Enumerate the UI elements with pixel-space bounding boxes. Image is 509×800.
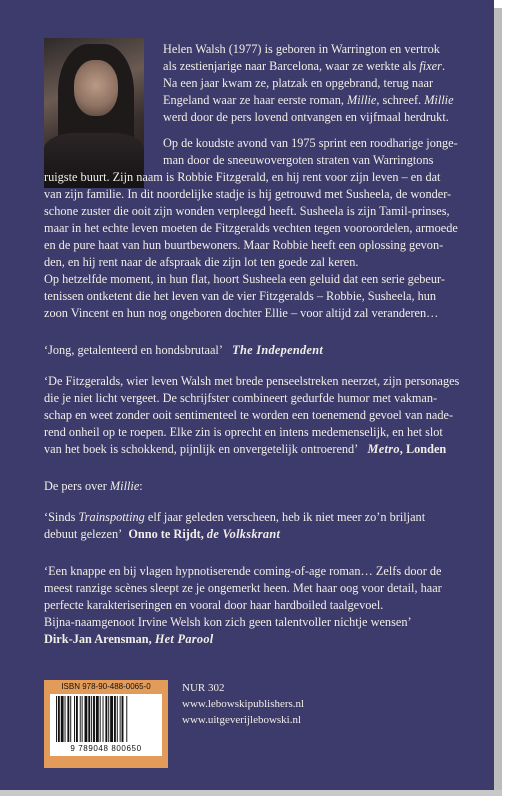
barcode-bar — [65, 696, 66, 742]
quote-line: schap en weet zonder ooit sentimenteel te worden een toenemend gevoel van nade- — [44, 408, 454, 422]
quote-line: ‘Sinds Trainspotting elf jaar geleden verscheen, heb ik niet meer zo’n briljant — [44, 510, 426, 524]
isbn-text: ISBN 978-90-488-0065-0 — [61, 682, 151, 691]
quote-source-paper: Het Parool — [154, 632, 214, 646]
blurb-line: van zijn familie. In dit noordelijke stadje is hij getrouwd met Susheela, de wonder- — [44, 187, 452, 201]
publisher-websites — [182, 696, 304, 728]
barcode-bar — [110, 696, 113, 742]
blurb-line: schone zuster die ooit zijn wonden verpleegd heeft. Susheela is zijn Tamil-prinses, — [44, 204, 450, 218]
page-edge — [494, 8, 502, 790]
barcode-bar — [58, 696, 60, 742]
barcode-bar — [105, 696, 107, 742]
blurb-line: man door de sneeuwovergoten straten van Warringtons — [163, 153, 434, 167]
blurb-line: tenissen ontketent die het leven van de vier Fitzgeralds – Robbie, Susheela, hun — [44, 289, 437, 303]
bio-line-4: Engeland waar ze haar eerste roman, Millie, schreef. Millie — [163, 93, 454, 107]
barcode-bar — [93, 696, 95, 742]
barcode-bar — [91, 696, 92, 742]
blurb-line: maar in het echte leven moeten de Fitzgeralds vechten tegen vooroordelen, armoede — [44, 221, 458, 235]
quote-source-line: Dirk-Jan Arensman, Het Parool — [44, 632, 214, 646]
blurb-line: Op hetzelfde moment, in hun flat, hoort Susheela een geluid dat een serie gebeur- — [44, 272, 445, 286]
bio-line-1: Helen Walsh (1977) is geboren in Warrington en vertrok — [163, 42, 440, 56]
quote-line: ‘Een knappe en bij vlagen hypnotiserende coming-of-age roman… Zelfs door de — [44, 564, 442, 578]
barcode-bar — [100, 696, 101, 742]
barcode-bar — [80, 696, 81, 742]
barcode-bar — [117, 696, 118, 742]
barcode-panel — [44, 680, 168, 768]
quote-line: rend onheil op te roepen. Elke zin is oprecht en intens medemenselijk, en het slot — [44, 425, 443, 439]
barcode-bar — [76, 696, 78, 742]
quote-line: Bijna-naamgenoot Irvine Welsh kon zich geen talentvoller nichtje wensen’ — [44, 615, 412, 629]
nur-code: NUR 302 — [182, 682, 225, 694]
press-intro: De pers over Millie: — [44, 479, 143, 493]
quote-line: debuut gelezen’ Onno te Rijdt, de Volkskrant — [44, 527, 281, 541]
quote-source-place: Londen — [405, 442, 447, 456]
bio-line-5: werd door de pers lovend ontvangen en vijfmaal herdrukt. — [163, 110, 449, 124]
quote-line: meest ranzige scènes sleept ze je ongemerkt heen. Met haar oog voor detail, haar — [44, 581, 442, 595]
quote-source-paper: de Volkskrant — [206, 527, 281, 541]
quote-source: Dirk-Jan Arensman — [44, 632, 149, 646]
blurb-line: zoon Vincent en hun nog ongeboren dochter Ellie – voor altijd zal veranderen… — [44, 306, 439, 320]
barcode-bar — [70, 696, 71, 742]
barcode-box — [50, 682, 162, 756]
bio-line-2: als zestienjarige naar Barcelona, waar ze werkte als fixer. — [163, 59, 446, 73]
barcode-bar — [85, 696, 88, 742]
blurb-line: Op de koudste avond van 1975 sprint een roodharige jonge- — [163, 136, 458, 150]
quote-independent: ‘Jong, getalenteerd en hondsbrutaal’ The Independent — [44, 343, 324, 357]
barcode-bar — [108, 696, 109, 742]
barcode-bar — [56, 696, 57, 742]
barcode-bar — [82, 696, 83, 742]
barcode-bars — [54, 696, 158, 742]
barcode-bar — [74, 696, 75, 742]
bio-line-3: Na een jaar kwam ze, platzak en opgebrand, terug naar — [163, 76, 434, 90]
barcode-bar — [114, 696, 116, 742]
barcode-bar — [96, 696, 99, 742]
quote-source: Metro — [367, 442, 400, 456]
page-edge-bottom — [0, 790, 502, 796]
quote-line: perfecte karakteriseringen en vooral door haar hardboiled taalgevoel. — [44, 598, 384, 612]
barcode-bar — [126, 696, 127, 742]
author-photo — [44, 38, 144, 188]
barcode-bar — [67, 696, 69, 742]
quote-line: ‘De Fitzgeralds, wier leven Walsh met brede penseelstreken neerzet, zijn personages — [44, 374, 460, 388]
blurb-line: den, en hij rent naar de afspraak die zijn lot ten goede zal keren. — [44, 255, 359, 269]
quote-line: die je niet licht vergeet. De schrijfster combineert gedurfde humor met vakman- — [44, 391, 438, 405]
barcode-bar — [61, 696, 64, 742]
quote-source: Onno te Rijdt — [128, 527, 201, 541]
quote-line: van het boek is schokkend, pijnlijk en onvergetelijk ontroerend’ Metro, Londen — [44, 442, 447, 456]
barcode-bar — [88, 696, 90, 742]
barcode-bar — [122, 696, 124, 742]
quote-source: The Independent — [232, 343, 324, 357]
blurb-line: ruigste buurt. Zijn naam is Robbie Fitzgerald, en hij rent voor zijn leven – en dat — [44, 170, 441, 184]
website-link[interactable]: www.uitgeverijlebowski.nl — [182, 714, 302, 726]
barcode-bar — [103, 696, 104, 742]
barcode-digits: 9 789048 800650 — [70, 744, 142, 753]
website-link[interactable]: www.lebowskipublishers.nl — [182, 698, 305, 710]
barcode-bar — [120, 696, 121, 742]
blurb-line: en de pure haat van hun buurtbewoners. Maar Robbie heeft een oplossing gevon- — [44, 238, 444, 252]
